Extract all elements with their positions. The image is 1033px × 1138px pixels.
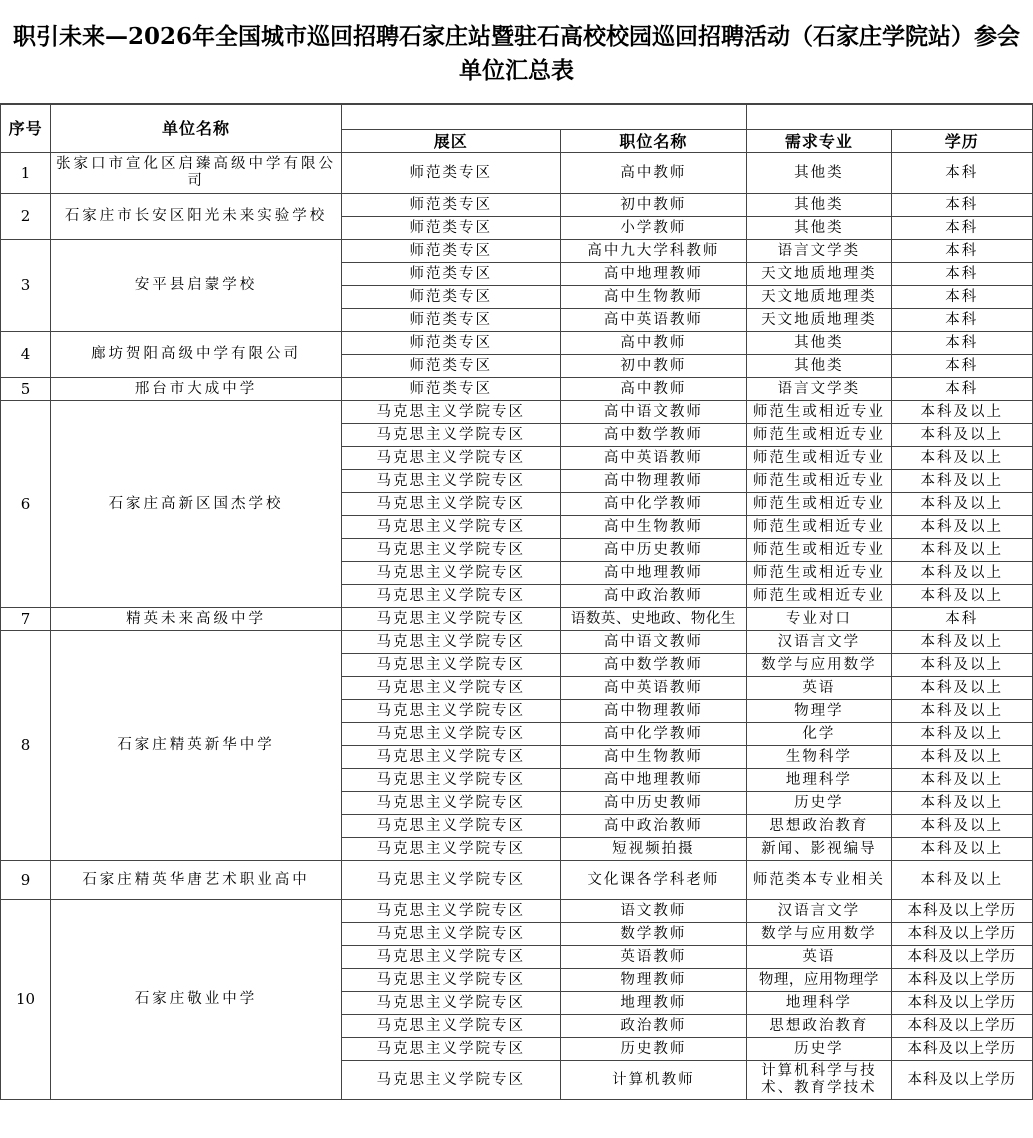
cell-unit-name: 邢台市大成中学	[51, 378, 342, 401]
cell-position: 高中生物教师	[560, 746, 747, 769]
cell-major: 汉语言文学	[747, 900, 891, 923]
header-major: 需求专业	[747, 130, 891, 153]
cell-seq: 9	[1, 861, 51, 900]
cell-zone: 师范类专区	[341, 286, 560, 309]
cell-position: 计算机教师	[560, 1061, 747, 1100]
cell-major: 师范生或相近专业	[747, 401, 891, 424]
cell-position: 英语教师	[560, 946, 747, 969]
cell-education: 本科	[891, 378, 1032, 401]
cell-unit-name: 张家口市宣化区启臻高级中学有限公司	[51, 153, 342, 194]
cell-major: 历史学	[747, 1038, 891, 1061]
cell-education: 本科及以上	[891, 401, 1032, 424]
cell-major: 计算机科学与技术、教育学技术	[747, 1061, 891, 1100]
cell-major: 天文地质地理类	[747, 263, 891, 286]
cell-major: 语言文学类	[747, 378, 891, 401]
cell-zone: 马克思主义学院专区	[341, 447, 560, 470]
cell-position: 高中化学教师	[560, 723, 747, 746]
table-row	[1, 631, 1033, 654]
cell-zone: 师范类专区	[341, 309, 560, 332]
table-row	[1, 153, 1033, 194]
cell-major: 师范生或相近专业	[747, 516, 891, 539]
cell-zone: 马克思主义学院专区	[341, 923, 560, 946]
cell-position: 高中地理教师	[560, 769, 747, 792]
cell-major: 其他类	[747, 217, 891, 240]
title-area	[0, 0, 1033, 104]
cell-zone: 师范类专区	[341, 332, 560, 355]
cell-education: 本科及以上	[891, 700, 1032, 723]
cell-major: 其他类	[747, 153, 891, 194]
cell-education: 本科及以上学历	[891, 900, 1032, 923]
table-row	[1, 240, 1033, 263]
cell-zone: 马克思主义学院专区	[341, 838, 560, 861]
cell-position: 初中教师	[560, 355, 747, 378]
cell-zone: 马克思主义学院专区	[341, 539, 560, 562]
cell-education: 本科及以上	[891, 723, 1032, 746]
cell-zone: 师范类专区	[341, 240, 560, 263]
cell-major: 师范类本专业相关	[747, 861, 891, 900]
cell-zone: 马克思主义学院专区	[341, 992, 560, 1015]
header-zone: 展区	[341, 130, 560, 153]
header-row-top	[1, 105, 1033, 130]
cell-major: 专业对口	[747, 608, 891, 631]
cell-position: 高中数学教师	[560, 424, 747, 447]
cell-education: 本科及以上	[891, 516, 1032, 539]
cell-major: 英语	[747, 946, 891, 969]
cell-position: 高中九大学科教师	[560, 240, 747, 263]
cell-education: 本科及以上	[891, 424, 1032, 447]
cell-zone: 马克思主义学院专区	[341, 946, 560, 969]
cell-position: 高中语文教师	[560, 401, 747, 424]
cell-education: 本科及以上	[891, 746, 1032, 769]
cell-zone: 马克思主义学院专区	[341, 470, 560, 493]
cell-education: 本科及以上学历	[891, 946, 1032, 969]
cell-major: 师范生或相近专业	[747, 562, 891, 585]
cell-education: 本科	[891, 217, 1032, 240]
header-seq: 序号	[1, 105, 51, 153]
cell-major: 物理，应用物理学	[747, 969, 891, 992]
header-blank-right	[747, 105, 1033, 130]
cell-zone: 马克思主义学院专区	[341, 792, 560, 815]
cell-zone: 马克思主义学院专区	[341, 1061, 560, 1100]
cell-education: 本科	[891, 194, 1032, 217]
cell-education: 本科及以上	[891, 447, 1032, 470]
cell-major: 地理科学	[747, 992, 891, 1015]
cell-education: 本科及以上	[891, 585, 1032, 608]
cell-education: 本科及以上	[891, 792, 1032, 815]
page-title: 职引未来—2026年全国城市巡回招聘石家庄站暨驻石高校校园巡回招聘活动（石家庄学院站）参会单位汇总表	[12, 23, 1020, 84]
cell-major: 天文地质地理类	[747, 309, 891, 332]
cell-zone: 马克思主义学院专区	[341, 585, 560, 608]
cell-position: 高中英语教师	[560, 677, 747, 700]
cell-education: 本科及以上	[891, 493, 1032, 516]
cell-major: 语言文学类	[747, 240, 891, 263]
cell-zone: 马克思主义学院专区	[341, 516, 560, 539]
cell-seq: 1	[1, 153, 51, 194]
cell-seq: 5	[1, 378, 51, 401]
cell-zone: 马克思主义学院专区	[341, 815, 560, 838]
cell-major: 师范生或相近专业	[747, 539, 891, 562]
cell-zone: 马克思主义学院专区	[341, 631, 560, 654]
cell-position: 高中英语教师	[560, 309, 747, 332]
cell-position: 高中教师	[560, 153, 747, 194]
cell-education: 本科及以上	[891, 562, 1032, 585]
cell-education: 本科	[891, 153, 1032, 194]
cell-position: 高中地理教师	[560, 562, 747, 585]
cell-position: 高中教师	[560, 332, 747, 355]
cell-position: 高中政治教师	[560, 815, 747, 838]
cell-major: 生物科学	[747, 746, 891, 769]
cell-education: 本科及以上学历	[891, 1061, 1032, 1100]
cell-seq: 10	[1, 900, 51, 1100]
cell-position: 高中教师	[560, 378, 747, 401]
cell-education: 本科及以上学历	[891, 923, 1032, 946]
cell-education: 本科	[891, 309, 1032, 332]
cell-education: 本科及以上	[891, 861, 1032, 900]
table-row	[1, 401, 1033, 424]
cell-zone: 马克思主义学院专区	[341, 1038, 560, 1061]
recruitment-table	[0, 104, 1033, 1100]
cell-position: 历史教师	[560, 1038, 747, 1061]
cell-major: 新闻、影视编导	[747, 838, 891, 861]
cell-position: 高中物理教师	[560, 700, 747, 723]
table-row	[1, 332, 1033, 355]
cell-unit-name: 安平县启蒙学校	[51, 240, 342, 332]
cell-position: 高中物理教师	[560, 470, 747, 493]
cell-zone: 师范类专区	[341, 153, 560, 194]
cell-position: 文化课各学科老师	[560, 861, 747, 900]
cell-zone: 马克思主义学院专区	[341, 562, 560, 585]
cell-position: 高中化学教师	[560, 493, 747, 516]
cell-unit-name: 石家庄精英华唐艺术职业高中	[51, 861, 342, 900]
cell-education: 本科及以上	[891, 470, 1032, 493]
cell-position: 高中地理教师	[560, 263, 747, 286]
cell-major: 数学与应用数学	[747, 654, 891, 677]
cell-major: 数学与应用数学	[747, 923, 891, 946]
cell-major: 地理科学	[747, 769, 891, 792]
header-blank-left	[341, 105, 746, 130]
cell-education: 本科及以上	[891, 677, 1032, 700]
cell-position: 小学教师	[560, 217, 747, 240]
header-unit: 单位名称	[51, 105, 342, 153]
cell-education: 本科及以上学历	[891, 969, 1032, 992]
cell-major: 天文地质地理类	[747, 286, 891, 309]
cell-position: 地理教师	[560, 992, 747, 1015]
cell-education: 本科及以上	[891, 838, 1032, 861]
cell-position: 高中历史教师	[560, 792, 747, 815]
cell-seq: 7	[1, 608, 51, 631]
cell-position: 政治教师	[560, 1015, 747, 1038]
cell-position: 高中政治教师	[560, 585, 747, 608]
cell-position: 物理教师	[560, 969, 747, 992]
cell-major: 师范生或相近专业	[747, 585, 891, 608]
cell-education: 本科及以上学历	[891, 1015, 1032, 1038]
table-row	[1, 861, 1033, 900]
cell-zone: 马克思主义学院专区	[341, 401, 560, 424]
cell-zone: 师范类专区	[341, 263, 560, 286]
cell-zone: 马克思主义学院专区	[341, 608, 560, 631]
cell-zone: 马克思主义学院专区	[341, 969, 560, 992]
cell-position: 高中数学教师	[560, 654, 747, 677]
cell-position: 高中生物教师	[560, 516, 747, 539]
cell-zone: 马克思主义学院专区	[341, 769, 560, 792]
cell-major: 化学	[747, 723, 891, 746]
cell-major: 师范生或相近专业	[747, 447, 891, 470]
cell-education: 本科及以上	[891, 654, 1032, 677]
cell-zone: 马克思主义学院专区	[341, 1015, 560, 1038]
cell-zone: 师范类专区	[341, 194, 560, 217]
cell-zone: 马克思主义学院专区	[341, 723, 560, 746]
cell-zone: 师范类专区	[341, 217, 560, 240]
cell-unit-name: 石家庄精英新华中学	[51, 631, 342, 861]
cell-zone: 马克思主义学院专区	[341, 700, 560, 723]
cell-zone: 师范类专区	[341, 355, 560, 378]
cell-education: 本科	[891, 355, 1032, 378]
cell-education: 本科	[891, 286, 1032, 309]
cell-position: 短视频拍摄	[560, 838, 747, 861]
cell-seq: 6	[1, 401, 51, 608]
cell-position: 数学教师	[560, 923, 747, 946]
cell-zone: 马克思主义学院专区	[341, 861, 560, 900]
cell-education: 本科	[891, 608, 1032, 631]
cell-zone: 马克思主义学院专区	[341, 493, 560, 516]
cell-major: 思想政治教育	[747, 815, 891, 838]
cell-unit-name: 石家庄市长安区阳光未来实验学校	[51, 194, 342, 240]
cell-zone: 师范类专区	[341, 378, 560, 401]
header-position: 职位名称	[560, 130, 747, 153]
cell-major: 思想政治教育	[747, 1015, 891, 1038]
cell-zone: 马克思主义学院专区	[341, 900, 560, 923]
table-row	[1, 378, 1033, 401]
cell-major: 师范生或相近专业	[747, 424, 891, 447]
cell-position: 高中语文教师	[560, 631, 747, 654]
cell-unit-name: 精英未来高级中学	[51, 608, 342, 631]
cell-education: 本科	[891, 263, 1032, 286]
cell-zone: 马克思主义学院专区	[341, 746, 560, 769]
cell-education: 本科及以上	[891, 539, 1032, 562]
cell-seq: 2	[1, 194, 51, 240]
cell-position: 高中英语教师	[560, 447, 747, 470]
cell-unit-name: 廊坊贺阳高级中学有限公司	[51, 332, 342, 378]
cell-education: 本科及以上	[891, 815, 1032, 838]
cell-major: 英语	[747, 677, 891, 700]
header-education: 学历	[891, 130, 1032, 153]
cell-education: 本科	[891, 332, 1032, 355]
cell-education: 本科及以上学历	[891, 992, 1032, 1015]
cell-seq: 4	[1, 332, 51, 378]
table-row	[1, 900, 1033, 923]
cell-education: 本科	[891, 240, 1032, 263]
table-row	[1, 608, 1033, 631]
cell-education: 本科及以上学历	[891, 1038, 1032, 1061]
cell-zone: 马克思主义学院专区	[341, 654, 560, 677]
cell-position: 语文教师	[560, 900, 747, 923]
cell-education: 本科及以上	[891, 631, 1032, 654]
cell-major: 其他类	[747, 332, 891, 355]
cell-major: 其他类	[747, 355, 891, 378]
cell-unit-name: 石家庄敬业中学	[51, 900, 342, 1100]
cell-position: 初中教师	[560, 194, 747, 217]
cell-major: 物理学	[747, 700, 891, 723]
table-body	[1, 105, 1033, 1100]
cell-major: 其他类	[747, 194, 891, 217]
cell-major: 历史学	[747, 792, 891, 815]
table-row	[1, 194, 1033, 217]
cell-seq: 3	[1, 240, 51, 332]
cell-unit-name: 石家庄高新区国杰学校	[51, 401, 342, 608]
cell-position: 高中生物教师	[560, 286, 747, 309]
cell-major: 汉语言文学	[747, 631, 891, 654]
cell-position: 高中历史教师	[560, 539, 747, 562]
cell-major: 师范生或相近专业	[747, 470, 891, 493]
cell-major: 师范生或相近专业	[747, 493, 891, 516]
cell-seq: 8	[1, 631, 51, 861]
cell-zone: 马克思主义学院专区	[341, 677, 560, 700]
cell-zone: 马克思主义学院专区	[341, 424, 560, 447]
cell-education: 本科及以上	[891, 769, 1032, 792]
cell-position: 语数英、史地政、物化生	[560, 608, 747, 631]
